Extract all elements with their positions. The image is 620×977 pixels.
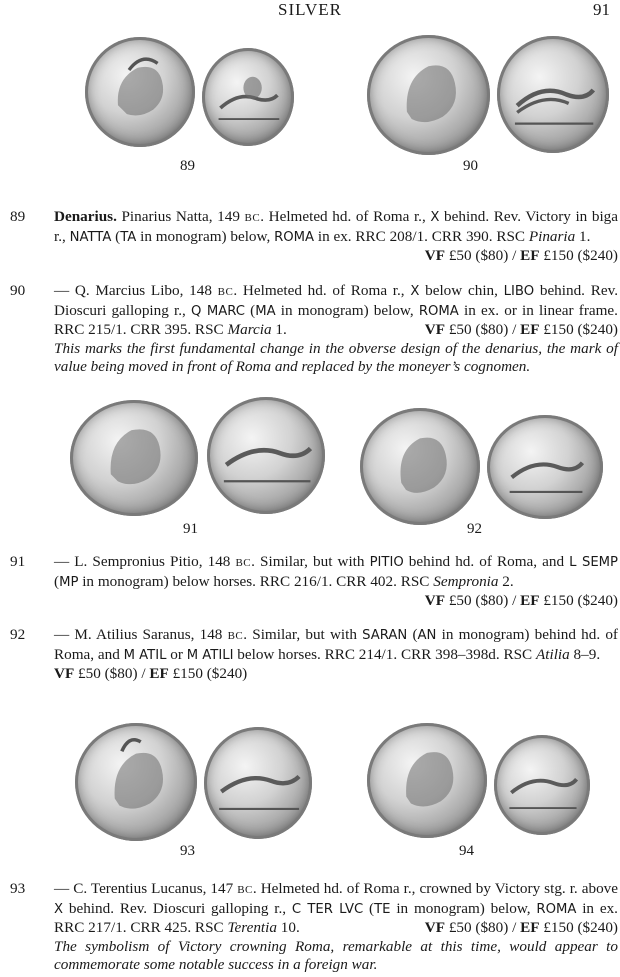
- legend-text: ROMA: [536, 901, 577, 917]
- legend-text: X: [430, 210, 440, 225]
- price-line: [54, 665, 618, 684]
- text: . Similar, but with: [243, 626, 363, 643]
- grade: EF: [520, 919, 540, 937]
- page-number: 91: [593, 0, 610, 19]
- figure-label-94: 94: [459, 843, 474, 859]
- text: in ex. RRC 208/1. CRR 390. RSC: [314, 227, 529, 245]
- text: (: [245, 301, 256, 319]
- entry-lead: Denarius.: [54, 208, 117, 225]
- entry-note: The symbolism of Victory crowning Roma, remarkable at this time, would appear to commemorate some notable success in a foreign war.: [54, 937, 618, 974]
- text: (: [407, 626, 418, 643]
- figure-label-91: 91: [183, 521, 198, 537]
- coin-93-obverse: [75, 723, 197, 841]
- price: £50 ($80) /: [445, 919, 521, 937]
- price: £150 ($240): [168, 665, 248, 683]
- price: £150 ($240): [539, 919, 618, 937]
- entry-note: This marks the first fundamental change in the obverse design of the denarius, the mark of value being moved in front of Roma and replaced by the moneyer’s cognomen.: [54, 339, 618, 376]
- catalogue-entry-89: [10, 208, 618, 266]
- price: £50 ($80) /: [445, 592, 521, 610]
- grade: EF: [520, 321, 540, 339]
- entry-number: 93: [10, 880, 26, 897]
- price: £150 ($240): [539, 321, 618, 339]
- coin-91-reverse: [207, 397, 325, 514]
- grade: EF: [520, 592, 540, 610]
- text: BC: [217, 286, 234, 298]
- grade: EF: [520, 247, 540, 265]
- legend-text: Q MARC: [190, 303, 246, 319]
- grade: EF: [149, 665, 169, 683]
- text: 8–9.: [569, 645, 601, 663]
- catalogue-entry-93: [10, 880, 618, 975]
- coin-89-obverse: [85, 37, 195, 147]
- text: (: [111, 227, 121, 245]
- coin-89-reverse: [202, 48, 294, 146]
- legend-text: ROMA: [418, 303, 459, 319]
- text: BC: [235, 557, 252, 569]
- legend-text: ROMA: [274, 229, 315, 245]
- text: (: [54, 572, 60, 590]
- legend-text: MA: [255, 303, 276, 319]
- text: below chin,: [419, 282, 504, 299]
- text: in ex. RRC 217/1. CRR 425. RSC: [54, 899, 618, 937]
- grade: VF: [424, 592, 446, 610]
- text: BC: [237, 884, 253, 896]
- entry-number: 91: [10, 553, 26, 570]
- entry-number: 90: [10, 282, 26, 299]
- text: . Helmeted hd. of Roma r.,: [233, 282, 411, 299]
- legend-text: M ATIL: [123, 647, 167, 663]
- entry-number: 89: [10, 208, 26, 225]
- text: BC: [227, 630, 244, 642]
- price-line: [54, 592, 618, 611]
- reference-name: Pinaria: [528, 227, 576, 245]
- text: (: [363, 899, 375, 917]
- text: — L. Sempronius Pitio, 148: [54, 553, 236, 570]
- text: . Helmeted hd. of Roma r., crowned by Victory stg. r. above: [252, 880, 618, 897]
- text: 10.: [276, 919, 300, 937]
- coin-93-reverse: [204, 727, 312, 839]
- text: BC: [244, 212, 261, 224]
- text: 1.: [271, 321, 287, 339]
- price: £50 ($80) /: [445, 321, 521, 339]
- text: — M. Atilius Saranus, 148: [54, 626, 228, 643]
- coin-94-obverse: [367, 723, 487, 838]
- price: £50 ($80) /: [445, 247, 521, 265]
- legend-text: AN: [417, 628, 437, 643]
- text: behind. Rev. Victory in biga r.,: [54, 208, 619, 245]
- legend-text: C TER LVC: [291, 901, 364, 917]
- legend-text: PITIO: [369, 555, 404, 570]
- coin-90-reverse: [497, 36, 609, 153]
- running-header: SILVER: [278, 0, 342, 19]
- legend-text: M ATILI: [186, 647, 234, 663]
- text: in monogram) below,: [275, 301, 419, 319]
- text: . Similar, but with: [251, 553, 370, 570]
- reference-name: Marcia: [227, 321, 272, 339]
- legend-text: SARAN: [362, 628, 408, 643]
- reference-name: Atilia: [536, 645, 570, 663]
- text: Pinarius Natta, 149: [116, 208, 245, 225]
- text: in monogram) behind hd. of Roma, and: [54, 626, 618, 663]
- figure-label-92: 92: [467, 521, 482, 537]
- legend-text: X: [54, 901, 64, 917]
- text: behind. Rev. Dioscuri galloping r.,: [63, 899, 292, 917]
- price-line: [54, 247, 618, 266]
- coin-92-reverse: [487, 415, 603, 519]
- coin-90-obverse: [367, 35, 490, 155]
- catalogue-entry-90: [10, 282, 618, 377]
- text: — Q. Marcius Libo, 148: [54, 282, 218, 299]
- legend-text: LIBO: [503, 284, 535, 299]
- coin-94-reverse: [494, 735, 590, 835]
- grade: VF: [424, 321, 446, 339]
- legend-text: TE: [374, 901, 391, 917]
- legend-text: L SEMP: [569, 555, 618, 570]
- price: £150 ($240): [539, 592, 618, 610]
- coin-91-obverse: [70, 400, 198, 516]
- grade: VF: [424, 919, 446, 937]
- figure-label-93: 93: [180, 843, 195, 859]
- text: in ex. or in linear frame. RRC 215/1. CRR 395. RSC: [54, 301, 618, 339]
- grade: VF: [54, 665, 75, 683]
- text: in monogram) below horses. RRC 216/1. CRR 402. RSC: [78, 572, 434, 590]
- text: 2.: [498, 572, 514, 590]
- legend-text: X: [410, 284, 420, 299]
- legend-text: TA: [120, 229, 137, 245]
- text: behind. Rev. Dioscuri galloping r.,: [54, 282, 618, 319]
- reference-name: Terentia: [227, 919, 277, 937]
- text: or: [166, 645, 187, 663]
- coin-92-obverse: [360, 408, 480, 525]
- entry-number: 92: [10, 626, 26, 643]
- legend-text: NATTA: [69, 229, 112, 245]
- text: in monogram) below,: [390, 899, 537, 917]
- figure-label-89: 89: [180, 158, 195, 174]
- text: behind hd. of Roma, and: [403, 553, 570, 570]
- price: £150 ($240): [539, 247, 618, 265]
- legend-text: MP: [59, 574, 79, 590]
- text: — C. Terentius Lucanus, 147: [54, 880, 238, 897]
- grade: VF: [424, 247, 446, 265]
- text: in monogram) below,: [136, 227, 275, 245]
- figure-label-90: 90: [463, 158, 478, 174]
- text: . Helmeted hd. of Roma r.,: [260, 208, 431, 225]
- reference-name: Sempronia: [433, 572, 499, 590]
- text: below horses. RRC 214/1. CRR 398–398d. RSC: [233, 645, 536, 663]
- catalogue-entry-91: [10, 553, 618, 611]
- catalogue-entry-92: [10, 626, 618, 684]
- price: £50 ($80) /: [74, 665, 150, 683]
- text: 1.: [575, 227, 591, 245]
